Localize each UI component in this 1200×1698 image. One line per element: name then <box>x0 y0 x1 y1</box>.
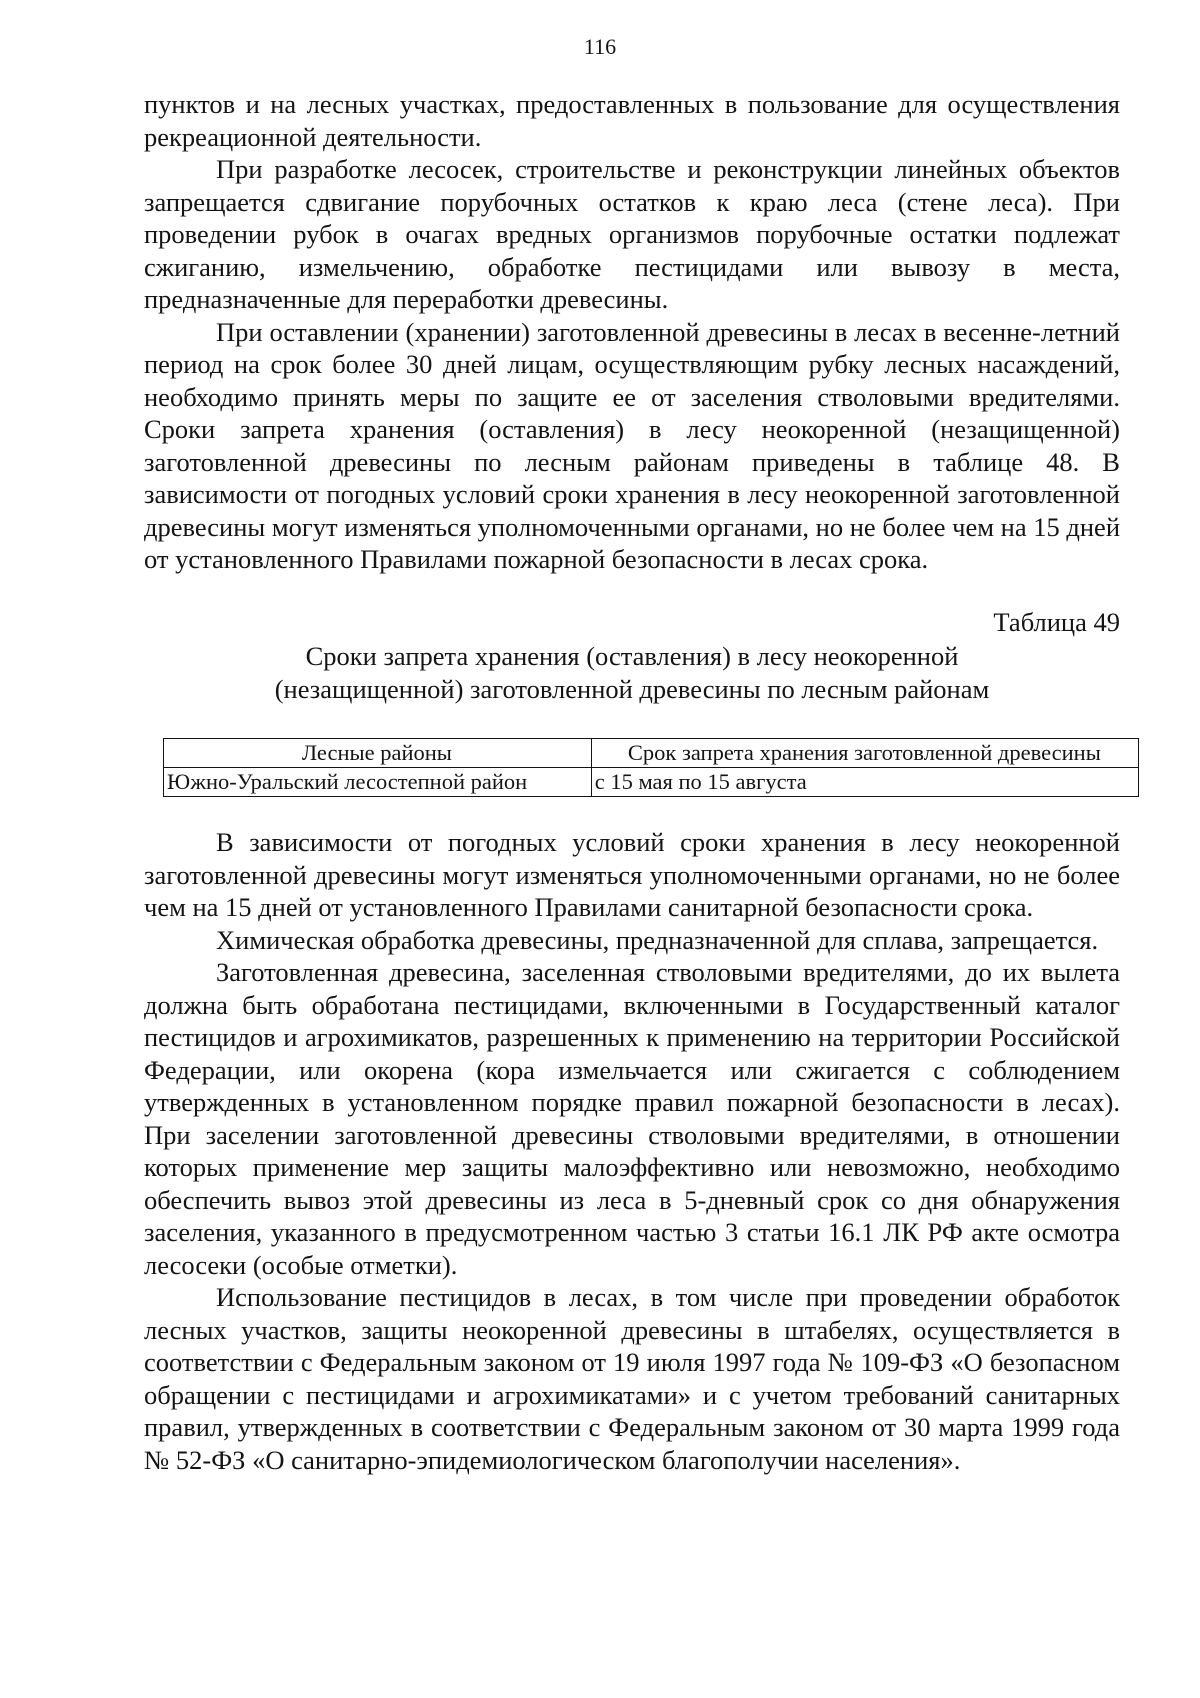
table-cell: с 15 мая по 15 августа <box>591 768 1138 797</box>
table-row <box>164 768 1139 797</box>
table-title-line: Сроки запрета хранения (оставления) в лесу неокоренной <box>305 641 959 671</box>
top-text-block <box>144 88 1120 576</box>
paragraph: пунктов и на лесных участках, предоставленных в пользование для осуществления рекреационной деятельности. <box>144 89 1120 152</box>
bottom-text-block <box>144 826 1120 1476</box>
page-number: 116 <box>583 34 617 59</box>
paragraph: В зависимости от погодных условий сроки хранения в лесу неокоренной заготовленной древесины могут изменяться уполномоченными органами, но не более чем на 15 дней от установленного Правилами санитарной безопасности срока. <box>144 827 1120 922</box>
table-header-row <box>164 739 1139 768</box>
table-label: Таблица 49 <box>993 607 1120 637</box>
data-table <box>163 738 1139 797</box>
paragraph: При оставлении (хранении) заготовленной древесины в лесах в весенне-летний период на срок более 30 дней лицам, осуществляющим рубку лесных насаждений, необходимо принять меры по защите ее от заселения стволовыми вредителями. Сроки запрета хранения (оставления) в лесу неокоренной (незащищенной) заготовленной древесины по лесным районам приведены в таблице 48. В зависимости от погодных условий сроки хранения в лесу неокоренной заготовленной древесины могут изменяться уполномоченными органами, но не более чем на 15 дней от установленного Правилами пожарной безопасности в лесах срока. <box>144 316 1120 574</box>
table-cell: Южно-Уральский лесостепной район <box>164 768 592 797</box>
header-cell-forest-districts: Лесные районы <box>164 739 592 768</box>
header-cell-storage-ban-period: Срок запрета хранения заготовленной древесины <box>591 739 1138 768</box>
paragraph: Заготовленная древесина, заселенная стволовыми вредителями, до их вылета должна быть обработана пестицидами, включенными в Государственный каталог пестицидов и агрохимикатов, разрешенных к применению на территории Российской Федерации, или окорена (кора измельчается или сжигается с соблюдением утвержденных в установленном порядке правил пожарной безопасности в лесах). При заселении заготовленной древесины стволовыми вредителями, в отношении которых применение мер защиты малоэффективно или невозможно, необходимо обеспечить вывоз этой древесины из леса в 5-дневный срок со дня обнаружения заселения, указанного в предусмотренном частью 3 статьи 16.1 ЛК РФ акте осмотра лесосеки (особые отметки). <box>144 957 1120 1280</box>
paragraph: При разработке лесосек, строительстве и реконструкции линейных объектов запрещается сдвигание порубочных остатков к краю леса (стене леса). При проведении рубок в очагах вредных организмов порубочные остатки подлежат сжиганию, измельчению, обработке пестицидами или вывозу в места, предназначенные для переработки древесины. <box>144 154 1120 314</box>
paragraph: Использование пестицидов в лесах, в том числе при проведении обработок лесных участков, защиты неокоренной древесины в штабелях, осуществляется в соответствии с Федеральным законом от 19 июля 1997 года № 109-ФЗ «О безопасном обращении с пестицидами и агрохимикатами» и с учетом требований санитарных правил, утвержденных в соответствии с Федеральным законом от 30 марта 1999 года № 52-ФЗ «О санитарно-эпидемиологическом благополучии населения». <box>144 1282 1120 1475</box>
table-title-line: (незащищенной) заготовленной древесины по лесным районам <box>274 673 990 704</box>
table-title <box>144 640 1120 705</box>
paragraph: Химическая обработка древесины, предназначенной для сплава, запрещается. <box>216 924 1099 955</box>
